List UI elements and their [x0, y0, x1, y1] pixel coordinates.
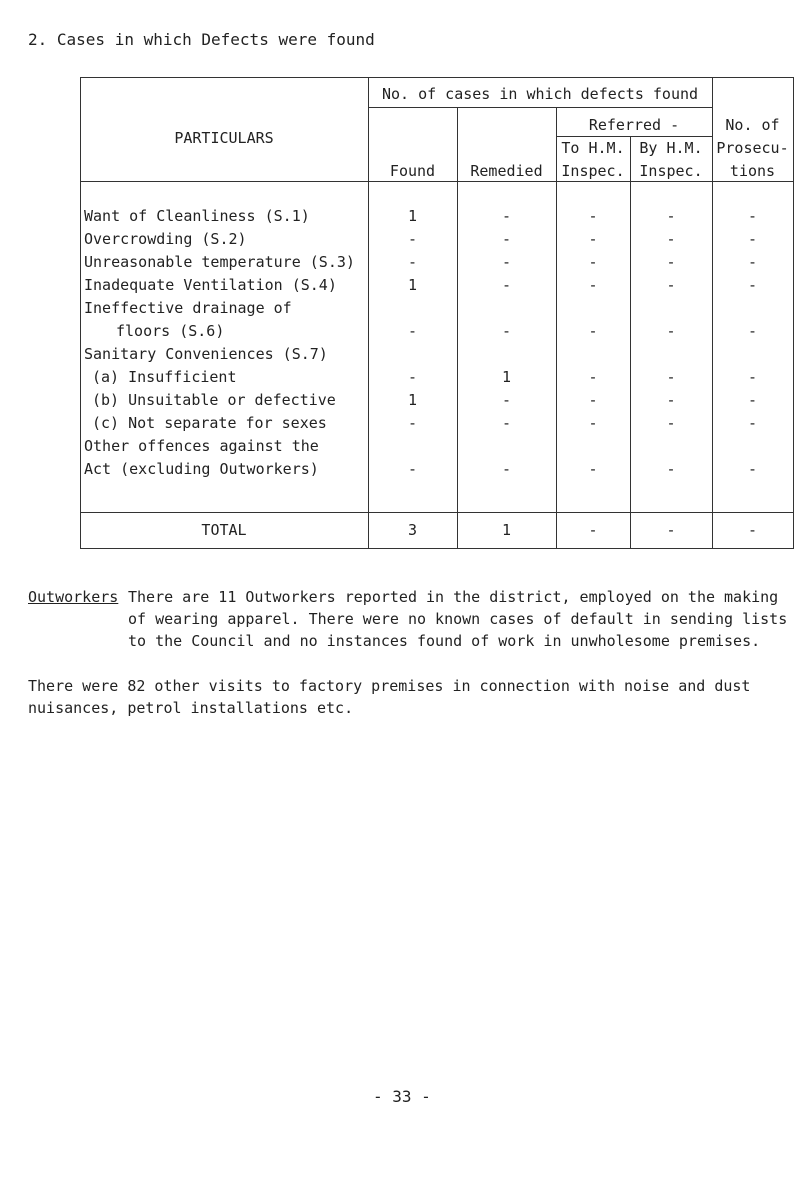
by-hm-header-2: Inspec. — [639, 162, 703, 180]
found-value: 1 — [407, 207, 418, 225]
table-left-rule — [80, 77, 81, 549]
particulars-rule — [368, 77, 369, 549]
row-label: Want of Cleanliness (S.1) — [84, 207, 310, 225]
to-hm-header-1: To H.M. — [561, 139, 625, 157]
remedied-value: - — [501, 207, 512, 225]
page-number: - 33 - — [373, 1087, 431, 1106]
prosecutions-value: - — [747, 207, 758, 225]
found-value: - — [407, 460, 418, 478]
found-value: 1 — [407, 276, 418, 294]
by-hm-value: - — [666, 207, 676, 225]
prosecutions-value: - — [747, 368, 758, 386]
prosecutions-value: - — [747, 391, 758, 409]
remedied-value: - — [501, 322, 512, 340]
found-value: - — [407, 322, 418, 340]
total-label: TOTAL — [201, 521, 247, 539]
total-remedied: 1 — [501, 521, 512, 539]
by-hm-value: - — [666, 391, 676, 409]
to-hm-value: - — [588, 230, 598, 248]
particulars-header: PARTICULARS — [174, 129, 274, 147]
to-hm-header-2: Inspec. — [561, 162, 625, 180]
prosecutions-value: - — [747, 322, 758, 340]
prosecutions-value: - — [747, 253, 758, 271]
table-bottom-rule — [80, 548, 794, 549]
by-hm-value: - — [666, 322, 676, 340]
row-label: (a) Insufficient — [92, 368, 237, 386]
body-bottom-rule — [80, 512, 794, 513]
to-hm-value: - — [588, 207, 598, 225]
section-heading: 2. Cases in which Defects were found — [28, 30, 375, 49]
found-value: - — [407, 230, 418, 248]
remedied-value: 1 — [501, 368, 512, 386]
total-prosecutions: - — [747, 521, 758, 539]
row-label-continued: floors (S.6) — [116, 322, 225, 340]
row-label: (b) Unsuitable or defective — [92, 391, 336, 409]
group-header: No. of cases in which defects found — [381, 85, 699, 103]
prosecutions-value: - — [747, 276, 758, 294]
remedied-value: - — [501, 460, 512, 478]
row-label: Sanitary Conveniences (S.7) — [84, 345, 328, 363]
by-hm-value: - — [666, 414, 676, 432]
prosecutions-header-2: Prosecu- — [716, 139, 789, 157]
found-value: - — [407, 368, 418, 386]
by-hm-value: - — [666, 460, 676, 478]
found-value: - — [407, 414, 418, 432]
referred-header-rule — [556, 136, 712, 137]
to-hm-value: - — [588, 414, 598, 432]
by-hm-value: - — [666, 230, 676, 248]
remedied-value: - — [501, 391, 512, 409]
remedied-header: Remedied — [470, 162, 543, 180]
prosecutions-value: - — [747, 414, 758, 432]
defects-table — [80, 77, 794, 549]
to-hm-rule — [630, 136, 631, 549]
total-to-hm: - — [588, 521, 598, 539]
row-label-continued: Act (excluding Outworkers) — [84, 460, 319, 478]
table-right-rule — [793, 77, 794, 549]
remedied-value: - — [501, 253, 512, 271]
row-label: Unreasonable temperature (S.3) — [84, 253, 355, 271]
by-hm-value: - — [666, 368, 676, 386]
to-hm-value: - — [588, 391, 598, 409]
prosecutions-value: - — [747, 460, 758, 478]
header-bottom-rule — [80, 181, 794, 182]
total-by-hm: - — [666, 521, 676, 539]
found-header: Found — [389, 162, 436, 180]
to-hm-value: - — [588, 460, 598, 478]
by-hm-value: - — [666, 253, 676, 271]
row-label: (c) Not separate for sexes — [92, 414, 327, 432]
by-hm-header-1: By H.M. — [639, 139, 703, 157]
prosecutions-header-3: tions — [729, 162, 776, 180]
to-hm-value: - — [588, 276, 598, 294]
remedied-value: - — [501, 230, 512, 248]
referred-header: Referred - — [588, 116, 680, 134]
row-label: Overcrowding (S.2) — [84, 230, 247, 248]
total-found: 3 — [407, 521, 418, 539]
outworkers-label: Outworkers — [28, 588, 119, 606]
found-value: - — [407, 253, 418, 271]
group-header-rule — [368, 107, 712, 108]
to-hm-value: - — [588, 322, 598, 340]
to-hm-value: - — [588, 368, 598, 386]
outworkers-paragraph: There are 11 Outworkers reported in the district, employed on the making of wearing apparel. There were no known cases of default in sending lists to the Council and no instances found of work in unwholesome premises. — [128, 588, 788, 650]
row-label: Other offences against the — [84, 437, 319, 455]
table-top-rule — [80, 77, 794, 78]
remedied-value: - — [501, 414, 512, 432]
remedied-value: - — [501, 276, 512, 294]
other-visits-paragraph: There were 82 other visits to factory premises in connection with noise and dust nuisances, petrol installations etc. — [28, 677, 751, 717]
found-value: 1 — [407, 391, 418, 409]
by-hm-value: - — [666, 276, 676, 294]
prosecutions-value: - — [747, 230, 758, 248]
row-label: Ineffective drainage of — [84, 299, 292, 317]
to-hm-value: - — [588, 253, 598, 271]
prosecutions-header-1: No. of — [725, 116, 780, 134]
row-label: Inadequate Ventilation (S.4) — [84, 276, 337, 294]
